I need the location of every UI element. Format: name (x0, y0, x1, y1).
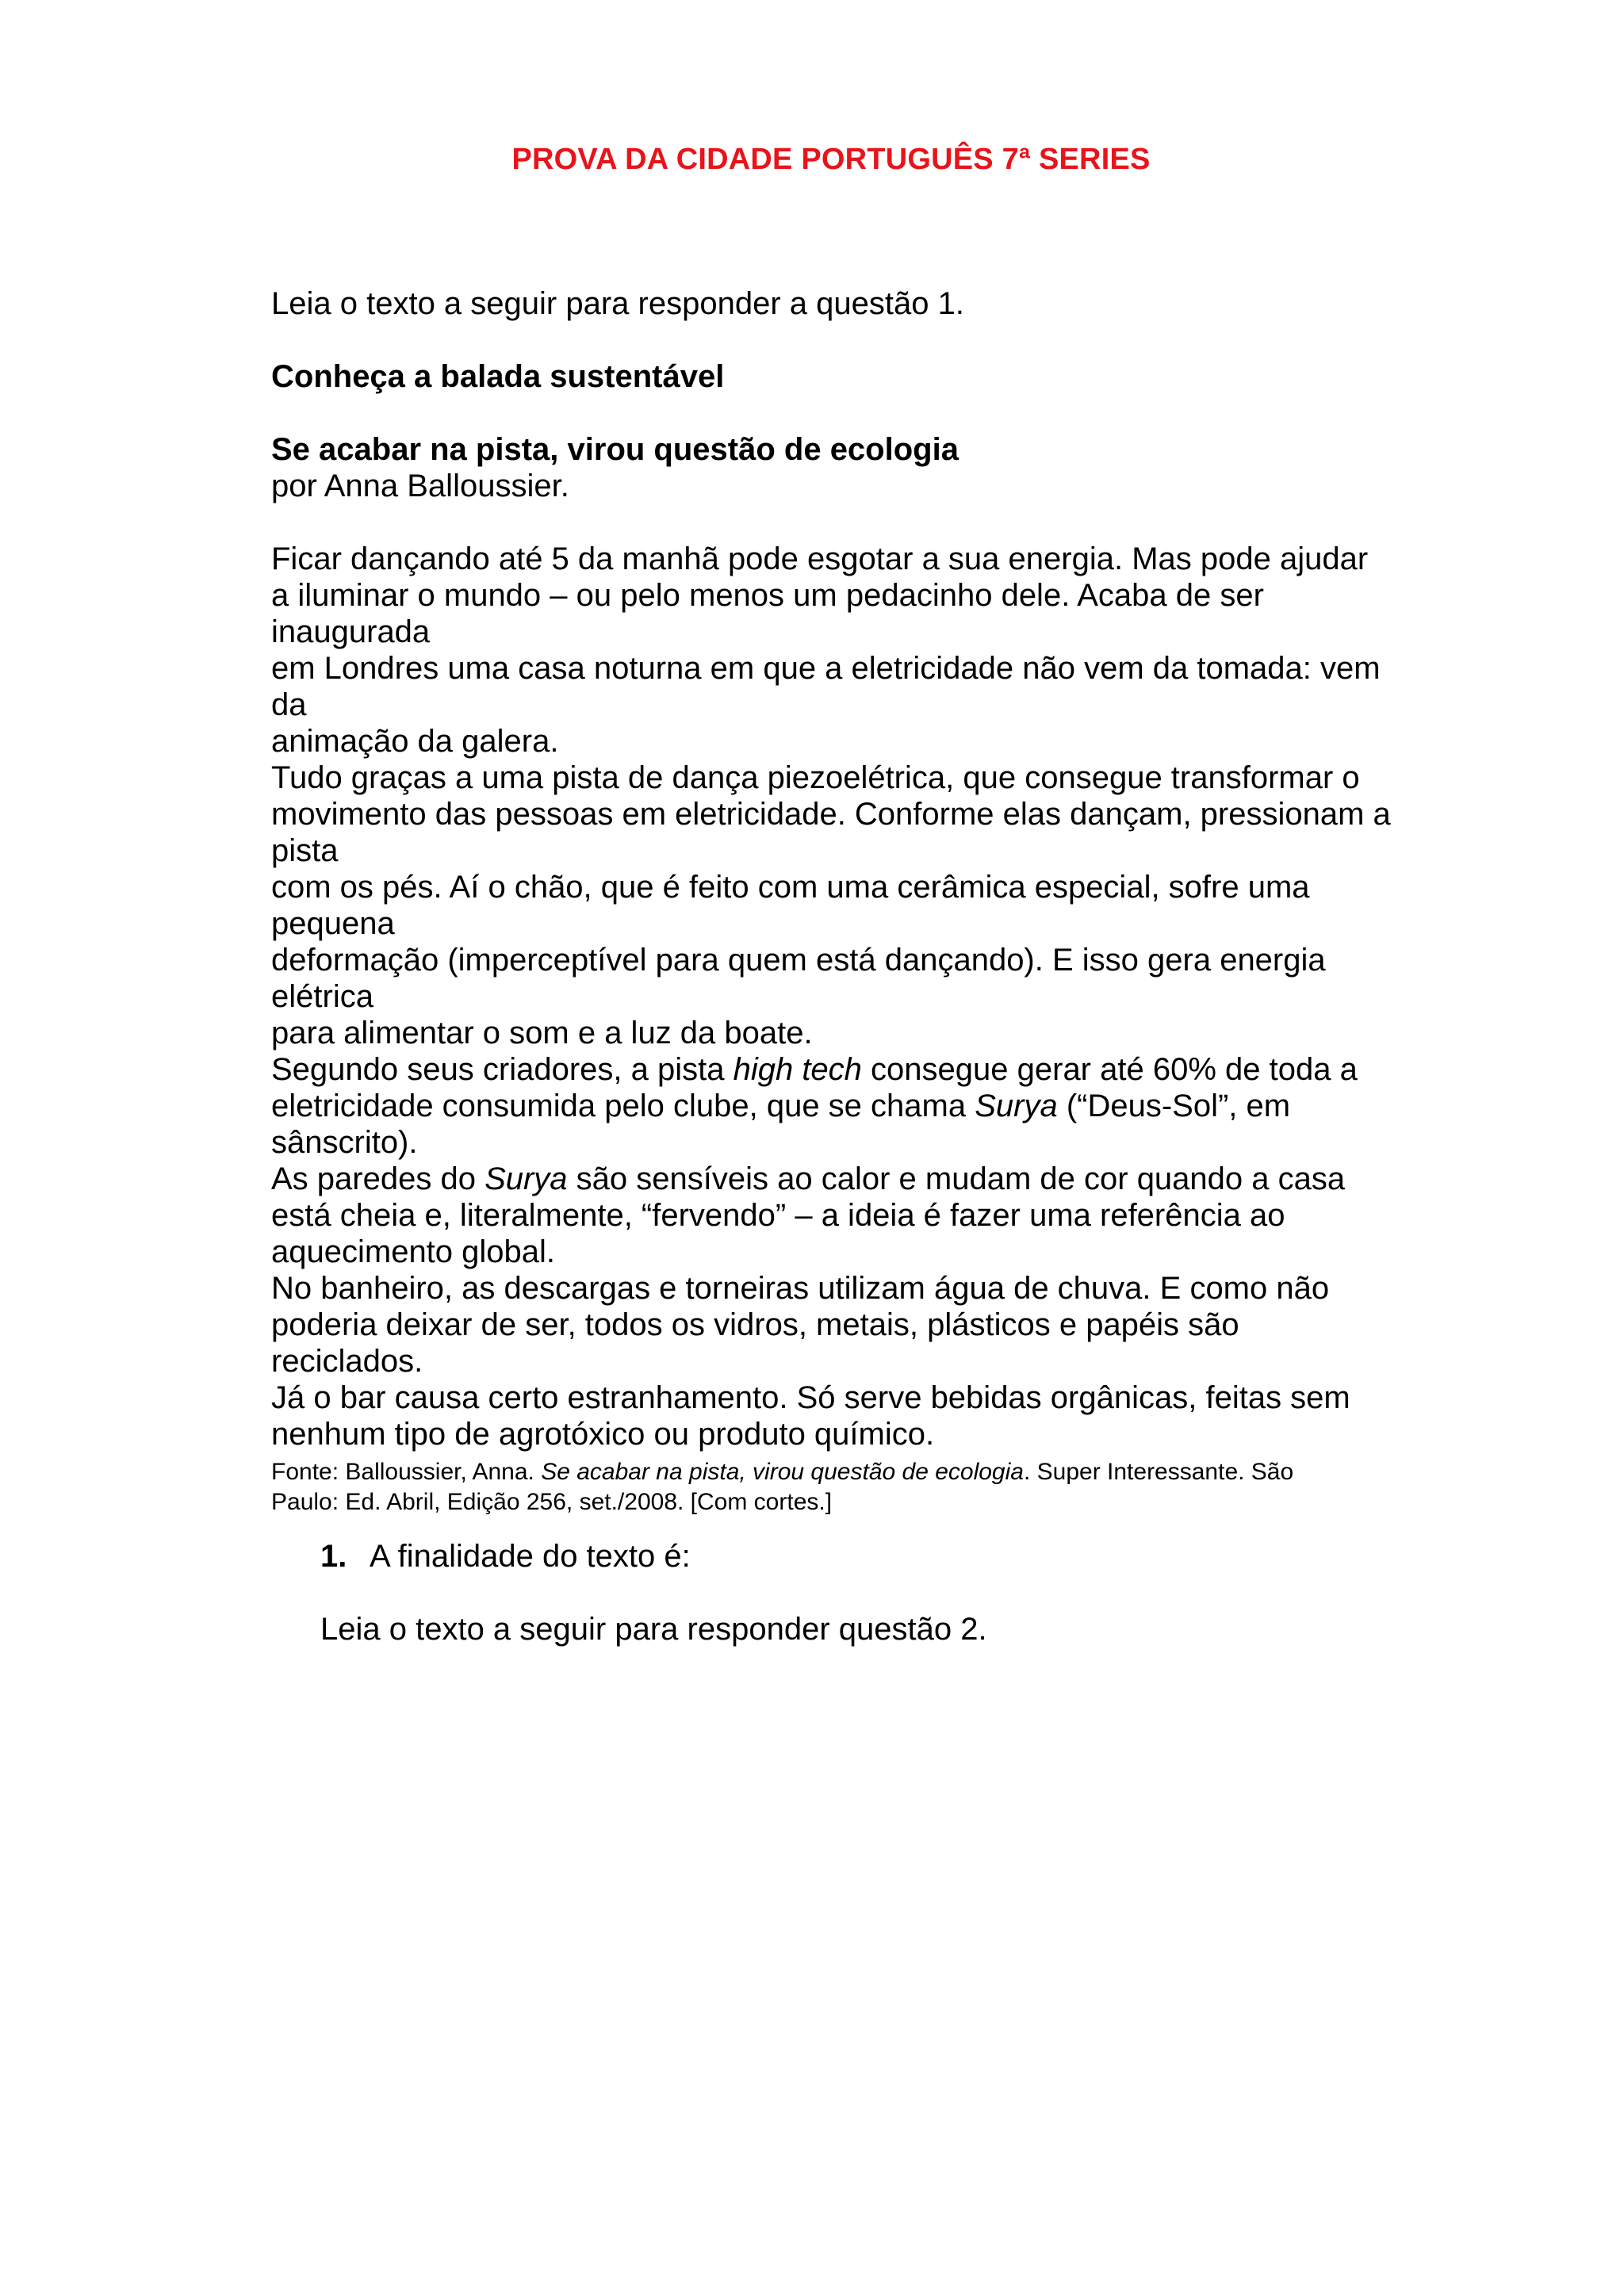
text-line: nenhum tipo de agrotóxico ou produto químico. (271, 1417, 935, 1452)
italic-term: high tech (733, 1052, 862, 1087)
text-segment: As paredes do (271, 1161, 485, 1196)
italic-term: Surya (975, 1089, 1058, 1123)
text-line: pequena (271, 906, 395, 941)
text-line: animação da galera. (271, 724, 559, 759)
text-line: está cheia e, literalmente, “fervendo” – a ideia é fazer uma referência ao (271, 1198, 1285, 1233)
question-number: 1. (320, 1539, 347, 1574)
text-line (271, 1088, 1397, 1124)
text-line: aquecimento global. (271, 1234, 556, 1269)
italic-term: Surya (485, 1161, 568, 1196)
text-line (271, 1161, 1397, 1197)
article-headline: Conheça a balada sustentável (271, 359, 725, 394)
question-1 (271, 1538, 1397, 1575)
text-segment: consegue gerar até 60% de toda a (861, 1052, 1358, 1087)
text-line: movimento das pessoas em eletricidade. Conforme elas dançam, pressionam a (271, 797, 1391, 832)
text-line: deformação (imperceptível para quem está dançando). E isso gera energia (271, 943, 1326, 978)
citation-line (271, 1457, 1397, 1487)
text-line: poderia deixar de ser, todos os vidros, metais, plásticos e papéis são reciclados. (271, 1307, 1239, 1379)
text-line: Tudo graças a uma pista de dança piezoelétrica, que consegue transformar o (271, 760, 1360, 795)
text-segment: (“Deus-Sol”, em (1057, 1089, 1291, 1123)
text-segment: Segundo seus criadores, a pista (271, 1052, 733, 1087)
text-line: a iluminar o mundo – ou pelo menos um pedacinho dele. Acaba de ser (271, 578, 1264, 613)
page-title: PROVA DA CIDADE PORTUGUÊS 7ª SERIES (511, 143, 1151, 176)
text-line: Já o bar causa certo estranhamento. Só serve bebidas orgânicas, feitas sem (271, 1380, 1350, 1415)
citation-title: Se acabar na pista, virou questão de ecologia (541, 1459, 1024, 1485)
article-subtitle: Se acabar na pista, virou questão de ecologia (271, 432, 959, 467)
text-line (271, 1051, 1397, 1088)
text-segment: eletricidade consumida pelo clube, que se chama (271, 1089, 975, 1123)
text-line: elétrica (271, 979, 373, 1014)
citation-prefix: Fonte: Balloussier, Anna. (271, 1459, 542, 1485)
text-line: da (271, 687, 307, 722)
document-body (271, 285, 1397, 1647)
instruction-text-2: Leia o texto a seguir para responder questão 2. (320, 1612, 987, 1647)
text-line: No banheiro, as descargas e torneiras utilizam água de chuva. E como não (271, 1271, 1330, 1306)
text-line: para alimentar o som e a luz da boate. (271, 1016, 813, 1050)
article-body (271, 541, 1397, 1452)
instruction-text: Leia o texto a seguir para responder a questão 1. (271, 286, 964, 321)
text-segment: são sensíveis ao calor e mudam de cor quando a casa (567, 1161, 1346, 1196)
citation-line: Paulo: Ed. Abril, Edição 256, set./2008. [Com cortes.] (271, 1489, 833, 1515)
source-citation (271, 1457, 1397, 1517)
question-text: A finalidade do texto é: (370, 1539, 691, 1574)
text-line: inaugurada (271, 614, 431, 649)
text-line: com os pés. Aí o chão, que é feito com uma cerâmica especial, sofre uma (271, 870, 1310, 905)
text-line: pista (271, 833, 339, 868)
text-line: sânscrito). (271, 1125, 418, 1160)
citation-suffix: . Super Interessante. São (1023, 1459, 1294, 1485)
article-byline: por Anna Balloussier. (271, 469, 569, 503)
text-line: Ficar dançando até 5 da manhã pode esgotar a sua energia. Mas pode ajudar (271, 541, 1369, 576)
text-line: em Londres uma casa noturna em que a eletricidade não vem da tomada: vem (271, 651, 1381, 686)
